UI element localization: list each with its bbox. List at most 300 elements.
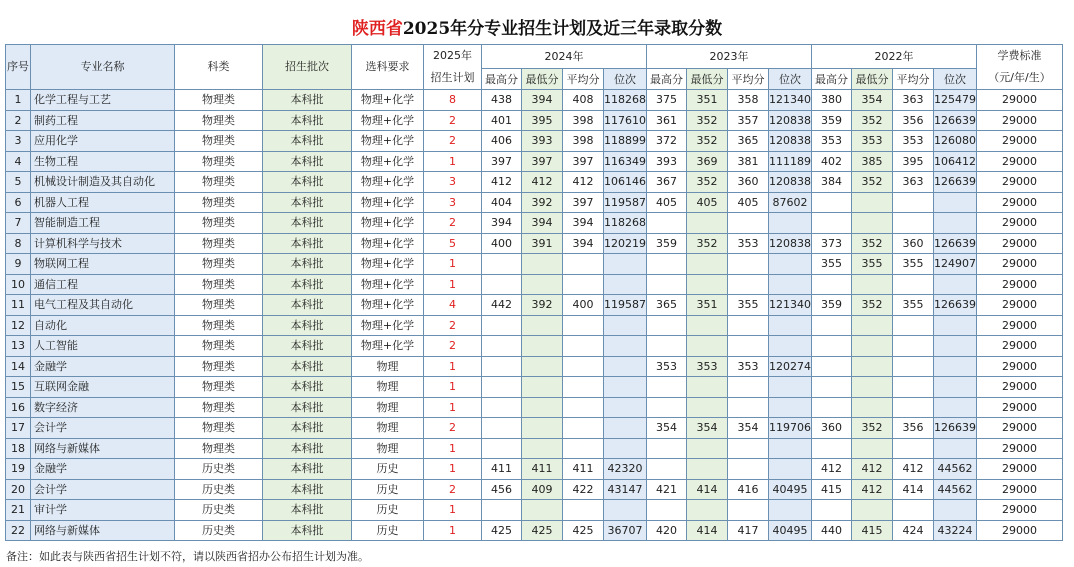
cell-batch: 本科批	[263, 356, 352, 377]
cell-batch: 本科批	[263, 151, 352, 172]
cell-rank-2022: 126639	[934, 418, 977, 439]
cell-major: 人工智能	[31, 336, 175, 357]
cell-rank-2022: 126080	[934, 131, 977, 152]
cell-seq: 18	[6, 438, 31, 459]
cell-max-2022: 353	[812, 131, 852, 152]
cell-category: 物理类	[175, 356, 263, 377]
cell-avg-2023	[728, 274, 769, 295]
cell-rank-2022: 44562	[934, 459, 977, 480]
cell-rank-2023: 120838	[769, 131, 812, 152]
cell-min-2022	[852, 397, 893, 418]
cell-min-2023	[687, 213, 728, 234]
cell-max-2023: 393	[647, 151, 687, 172]
cell-fee: 29000	[977, 520, 1063, 541]
header-avg-2024: 平均分	[563, 69, 604, 90]
cell-rank-2022	[934, 397, 977, 418]
cell-max-2024: 411	[482, 459, 522, 480]
header-min-2024: 最低分	[522, 69, 563, 90]
cell-avg-2023: 416	[728, 479, 769, 500]
cell-max-2024: 456	[482, 479, 522, 500]
cell-avg-2024: 394	[563, 233, 604, 254]
cell-max-2024: 412	[482, 172, 522, 193]
cell-max-2023	[647, 459, 687, 480]
table-row	[6, 131, 1063, 152]
title-province: 陕西省	[351, 19, 403, 39]
cell-rank-2022	[934, 315, 977, 336]
cell-batch: 本科批	[263, 295, 352, 316]
cell-major: 通信工程	[31, 274, 175, 295]
cell-min-2022	[852, 336, 893, 357]
cell-fee: 29000	[977, 254, 1063, 275]
page-title	[0, 14, 1074, 39]
cell-max-2022: 355	[812, 254, 852, 275]
cell-rank-2024: 120219	[604, 233, 647, 254]
cell-plan: 1	[424, 500, 482, 521]
cell-subjects: 物理+化学	[352, 131, 424, 152]
cell-max-2024	[482, 356, 522, 377]
cell-avg-2023	[728, 459, 769, 480]
cell-max-2024: 438	[482, 90, 522, 111]
cell-avg-2023	[728, 397, 769, 418]
cell-rank-2022	[934, 336, 977, 357]
cell-rank-2023	[769, 336, 812, 357]
cell-major: 金融学	[31, 459, 175, 480]
cell-fee: 29000	[977, 397, 1063, 418]
cell-avg-2022	[893, 336, 934, 357]
cell-rank-2023	[769, 274, 812, 295]
cell-min-2024: 391	[522, 233, 563, 254]
cell-subjects: 物理	[352, 438, 424, 459]
cell-batch: 本科批	[263, 90, 352, 111]
cell-min-2024	[522, 500, 563, 521]
cell-rank-2022	[934, 377, 977, 398]
cell-rank-2024	[604, 377, 647, 398]
cell-min-2024: 392	[522, 295, 563, 316]
cell-rank-2022	[934, 213, 977, 234]
cell-max-2024	[482, 397, 522, 418]
table-row	[6, 377, 1063, 398]
cell-avg-2023	[728, 254, 769, 275]
cell-fee: 29000	[977, 151, 1063, 172]
cell-min-2024: 394	[522, 213, 563, 234]
cell-fee: 29000	[977, 377, 1063, 398]
cell-max-2024	[482, 438, 522, 459]
cell-seq: 19	[6, 459, 31, 480]
header-fee-line2: （元/年/生）	[988, 71, 1051, 84]
cell-max-2024: 400	[482, 233, 522, 254]
cell-fee: 29000	[977, 233, 1063, 254]
header-max-2023: 最高分	[647, 69, 687, 90]
cell-avg-2024: 398	[563, 131, 604, 152]
cell-rank-2022: 126639	[934, 110, 977, 131]
cell-subjects: 历史	[352, 479, 424, 500]
cell-plan: 1	[424, 397, 482, 418]
cell-subjects: 物理	[352, 418, 424, 439]
cell-min-2023	[687, 315, 728, 336]
cell-max-2023	[647, 274, 687, 295]
cell-rank-2024: 42320	[604, 459, 647, 480]
cell-plan: 2	[424, 479, 482, 500]
cell-subjects: 物理+化学	[352, 172, 424, 193]
cell-seq: 3	[6, 131, 31, 152]
table-row	[6, 172, 1063, 193]
cell-rank-2024	[604, 397, 647, 418]
cell-subjects: 物理+化学	[352, 192, 424, 213]
cell-plan: 2	[424, 418, 482, 439]
cell-rank-2022: 43224	[934, 520, 977, 541]
cell-max-2024	[482, 254, 522, 275]
header-avg-2022: 平均分	[893, 69, 934, 90]
header-rank-2024: 位次	[604, 69, 647, 90]
cell-avg-2023: 365	[728, 131, 769, 152]
cell-fee: 29000	[977, 131, 1063, 152]
cell-min-2023: 354	[687, 418, 728, 439]
cell-rank-2023: 119706	[769, 418, 812, 439]
cell-category: 物理类	[175, 90, 263, 111]
cell-max-2022: 360	[812, 418, 852, 439]
cell-min-2024: 394	[522, 90, 563, 111]
cell-max-2023: 353	[647, 356, 687, 377]
cell-min-2023: 353	[687, 356, 728, 377]
cell-avg-2024: 394	[563, 213, 604, 234]
cell-max-2023: 421	[647, 479, 687, 500]
table-body	[6, 90, 1063, 541]
cell-max-2022: 402	[812, 151, 852, 172]
cell-avg-2023: 353	[728, 233, 769, 254]
cell-min-2022: 415	[852, 520, 893, 541]
cell-rank-2024	[604, 315, 647, 336]
cell-rank-2023: 87602	[769, 192, 812, 213]
cell-avg-2023	[728, 315, 769, 336]
cell-avg-2024: 408	[563, 90, 604, 111]
table-row	[6, 438, 1063, 459]
cell-max-2023	[647, 213, 687, 234]
cell-category: 物理类	[175, 438, 263, 459]
cell-category: 物理类	[175, 213, 263, 234]
cell-min-2022: 412	[852, 479, 893, 500]
cell-subjects: 物理+化学	[352, 151, 424, 172]
cell-avg-2022: 356	[893, 418, 934, 439]
cell-max-2024	[482, 315, 522, 336]
cell-avg-2024: 422	[563, 479, 604, 500]
cell-max-2023: 405	[647, 192, 687, 213]
cell-max-2022	[812, 315, 852, 336]
title-text: 2025年分专业招生计划及近三年录取分数	[402, 19, 723, 39]
table-row	[6, 274, 1063, 295]
cell-max-2022	[812, 500, 852, 521]
cell-max-2024	[482, 418, 522, 439]
cell-rank-2024: 118899	[604, 131, 647, 152]
cell-avg-2023: 358	[728, 90, 769, 111]
table-row	[6, 500, 1063, 521]
cell-min-2024	[522, 254, 563, 275]
cell-batch: 本科批	[263, 459, 352, 480]
cell-major: 计算机科学与技术	[31, 233, 175, 254]
cell-avg-2024: 411	[563, 459, 604, 480]
admission-table	[5, 44, 1063, 541]
cell-min-2024: 409	[522, 479, 563, 500]
cell-max-2024: 425	[482, 520, 522, 541]
cell-min-2023: 414	[687, 479, 728, 500]
cell-min-2024	[522, 356, 563, 377]
cell-seq: 22	[6, 520, 31, 541]
cell-max-2024: 394	[482, 213, 522, 234]
cell-avg-2024	[563, 356, 604, 377]
cell-min-2023: 414	[687, 520, 728, 541]
cell-avg-2023	[728, 213, 769, 234]
cell-subjects: 历史	[352, 459, 424, 480]
header-plan-line2: 招生计划	[430, 71, 475, 84]
table-row	[6, 479, 1063, 500]
cell-category: 物理类	[175, 110, 263, 131]
cell-batch: 本科批	[263, 172, 352, 193]
table-row	[6, 254, 1063, 275]
cell-rank-2024: 119587	[604, 295, 647, 316]
cell-major: 机械设计制造及其自动化	[31, 172, 175, 193]
cell-avg-2024	[563, 377, 604, 398]
cell-min-2023	[687, 377, 728, 398]
cell-avg-2022	[893, 213, 934, 234]
cell-avg-2022: 363	[893, 90, 934, 111]
cell-avg-2023: 360	[728, 172, 769, 193]
cell-major: 网络与新媒体	[31, 438, 175, 459]
cell-min-2023: 352	[687, 233, 728, 254]
table-row	[6, 336, 1063, 357]
cell-major: 生物工程	[31, 151, 175, 172]
cell-avg-2022	[893, 377, 934, 398]
cell-seq: 2	[6, 110, 31, 131]
cell-min-2022: 353	[852, 131, 893, 152]
cell-rank-2022: 106412	[934, 151, 977, 172]
cell-avg-2022: 356	[893, 110, 934, 131]
cell-batch: 本科批	[263, 192, 352, 213]
cell-plan: 2	[424, 131, 482, 152]
cell-plan: 3	[424, 192, 482, 213]
cell-plan: 1	[424, 438, 482, 459]
header-rank-2023: 位次	[769, 69, 812, 90]
cell-avg-2022: 424	[893, 520, 934, 541]
cell-avg-2022	[893, 397, 934, 418]
cell-seq: 11	[6, 295, 31, 316]
cell-fee: 29000	[977, 90, 1063, 111]
cell-plan: 1	[424, 377, 482, 398]
cell-major: 化学工程与工艺	[31, 90, 175, 111]
cell-min-2024	[522, 274, 563, 295]
cell-rank-2023	[769, 459, 812, 480]
cell-subjects: 历史	[352, 520, 424, 541]
cell-min-2024	[522, 397, 563, 418]
cell-avg-2023: 355	[728, 295, 769, 316]
table-row	[6, 192, 1063, 213]
cell-category: 物理类	[175, 131, 263, 152]
cell-avg-2023: 353	[728, 356, 769, 377]
cell-fee: 29000	[977, 192, 1063, 213]
cell-seq: 20	[6, 479, 31, 500]
cell-fee: 29000	[977, 295, 1063, 316]
cell-batch: 本科批	[263, 131, 352, 152]
cell-plan: 2	[424, 315, 482, 336]
cell-rank-2024	[604, 274, 647, 295]
cell-major: 应用化学	[31, 131, 175, 152]
cell-avg-2022	[893, 356, 934, 377]
cell-min-2023: 352	[687, 110, 728, 131]
cell-avg-2023	[728, 336, 769, 357]
cell-fee: 29000	[977, 110, 1063, 131]
cell-min-2022: 354	[852, 90, 893, 111]
cell-max-2023: 367	[647, 172, 687, 193]
cell-min-2024	[522, 336, 563, 357]
cell-avg-2023	[728, 500, 769, 521]
cell-min-2024: 397	[522, 151, 563, 172]
cell-major: 自动化	[31, 315, 175, 336]
cell-fee: 29000	[977, 336, 1063, 357]
cell-avg-2022: 363	[893, 172, 934, 193]
cell-max-2022	[812, 356, 852, 377]
header-batch: 招生批次	[263, 45, 352, 90]
cell-avg-2024	[563, 336, 604, 357]
cell-min-2023	[687, 459, 728, 480]
cell-rank-2023: 120838	[769, 110, 812, 131]
cell-min-2023: 369	[687, 151, 728, 172]
cell-rank-2024: 36707	[604, 520, 647, 541]
cell-category: 历史类	[175, 520, 263, 541]
cell-rank-2023	[769, 315, 812, 336]
header-year-2024: 2024年	[482, 45, 647, 69]
cell-min-2023	[687, 438, 728, 459]
cell-seq: 9	[6, 254, 31, 275]
cell-avg-2024	[563, 315, 604, 336]
cell-plan: 2	[424, 110, 482, 131]
cell-batch: 本科批	[263, 274, 352, 295]
cell-min-2024: 395	[522, 110, 563, 131]
cell-rank-2023: 120838	[769, 233, 812, 254]
cell-fee: 29000	[977, 438, 1063, 459]
cell-max-2023	[647, 336, 687, 357]
cell-plan: 8	[424, 90, 482, 111]
cell-fee: 29000	[977, 479, 1063, 500]
header-fee-line1: 学费标准	[997, 49, 1042, 62]
cell-rank-2022	[934, 438, 977, 459]
cell-plan: 1	[424, 520, 482, 541]
cell-rank-2023: 120838	[769, 172, 812, 193]
cell-max-2022	[812, 397, 852, 418]
cell-rank-2024: 119587	[604, 192, 647, 213]
cell-max-2023: 354	[647, 418, 687, 439]
cell-plan: 1	[424, 151, 482, 172]
cell-category: 物理类	[175, 172, 263, 193]
header-max-2022: 最高分	[812, 69, 852, 90]
cell-plan: 1	[424, 274, 482, 295]
table-row	[6, 418, 1063, 439]
cell-min-2022	[852, 438, 893, 459]
cell-major: 网络与新媒体	[31, 520, 175, 541]
cell-avg-2024	[563, 500, 604, 521]
cell-max-2023	[647, 500, 687, 521]
cell-subjects: 物理+化学	[352, 295, 424, 316]
cell-avg-2023: 381	[728, 151, 769, 172]
cell-avg-2023	[728, 438, 769, 459]
cell-rank-2024: 116349	[604, 151, 647, 172]
cell-major: 会计学	[31, 479, 175, 500]
header-year-2023: 2023年	[647, 45, 812, 69]
header-min-2023: 最低分	[687, 69, 728, 90]
cell-min-2022: 352	[852, 233, 893, 254]
cell-min-2022	[852, 500, 893, 521]
cell-category: 物理类	[175, 254, 263, 275]
cell-category: 物理类	[175, 192, 263, 213]
cell-rank-2023: 121340	[769, 90, 812, 111]
header-category: 科类	[175, 45, 263, 90]
cell-avg-2022	[893, 315, 934, 336]
cell-batch: 本科批	[263, 213, 352, 234]
cell-min-2024	[522, 315, 563, 336]
cell-avg-2023: 417	[728, 520, 769, 541]
cell-avg-2024: 398	[563, 110, 604, 131]
cell-max-2023	[647, 377, 687, 398]
cell-rank-2024	[604, 500, 647, 521]
cell-min-2022: 385	[852, 151, 893, 172]
cell-avg-2024: 400	[563, 295, 604, 316]
cell-avg-2023	[728, 377, 769, 398]
cell-rank-2024: 118268	[604, 213, 647, 234]
header-avg-2023: 平均分	[728, 69, 769, 90]
cell-max-2022: 359	[812, 110, 852, 131]
cell-max-2022	[812, 336, 852, 357]
cell-major: 制药工程	[31, 110, 175, 131]
cell-major: 物联网工程	[31, 254, 175, 275]
cell-subjects: 物理+化学	[352, 315, 424, 336]
cell-rank-2022	[934, 356, 977, 377]
cell-min-2024: 425	[522, 520, 563, 541]
cell-avg-2024: 397	[563, 151, 604, 172]
cell-min-2022	[852, 213, 893, 234]
cell-max-2024	[482, 336, 522, 357]
cell-category: 物理类	[175, 336, 263, 357]
cell-rank-2023: 40495	[769, 479, 812, 500]
cell-seq: 5	[6, 172, 31, 193]
cell-avg-2022: 353	[893, 131, 934, 152]
cell-min-2022	[852, 377, 893, 398]
cell-rank-2023	[769, 500, 812, 521]
header-plan	[424, 45, 482, 90]
cell-max-2022: 415	[812, 479, 852, 500]
cell-rank-2024	[604, 254, 647, 275]
cell-batch: 本科批	[263, 315, 352, 336]
header-min-2022: 最低分	[852, 69, 893, 90]
cell-max-2024: 404	[482, 192, 522, 213]
cell-major: 金融学	[31, 356, 175, 377]
cell-subjects: 物理+化学	[352, 233, 424, 254]
cell-min-2022: 352	[852, 172, 893, 193]
cell-min-2023	[687, 274, 728, 295]
cell-max-2024: 397	[482, 151, 522, 172]
cell-batch: 本科批	[263, 479, 352, 500]
cell-min-2022	[852, 315, 893, 336]
cell-category: 历史类	[175, 500, 263, 521]
cell-max-2022	[812, 377, 852, 398]
cell-max-2022: 373	[812, 233, 852, 254]
cell-fee: 29000	[977, 315, 1063, 336]
cell-max-2023: 372	[647, 131, 687, 152]
cell-rank-2024: 117610	[604, 110, 647, 131]
cell-max-2022: 380	[812, 90, 852, 111]
cell-rank-2023: 121340	[769, 295, 812, 316]
cell-avg-2024	[563, 438, 604, 459]
cell-avg-2022	[893, 438, 934, 459]
cell-avg-2022	[893, 192, 934, 213]
cell-rank-2024	[604, 336, 647, 357]
cell-fee: 29000	[977, 274, 1063, 295]
